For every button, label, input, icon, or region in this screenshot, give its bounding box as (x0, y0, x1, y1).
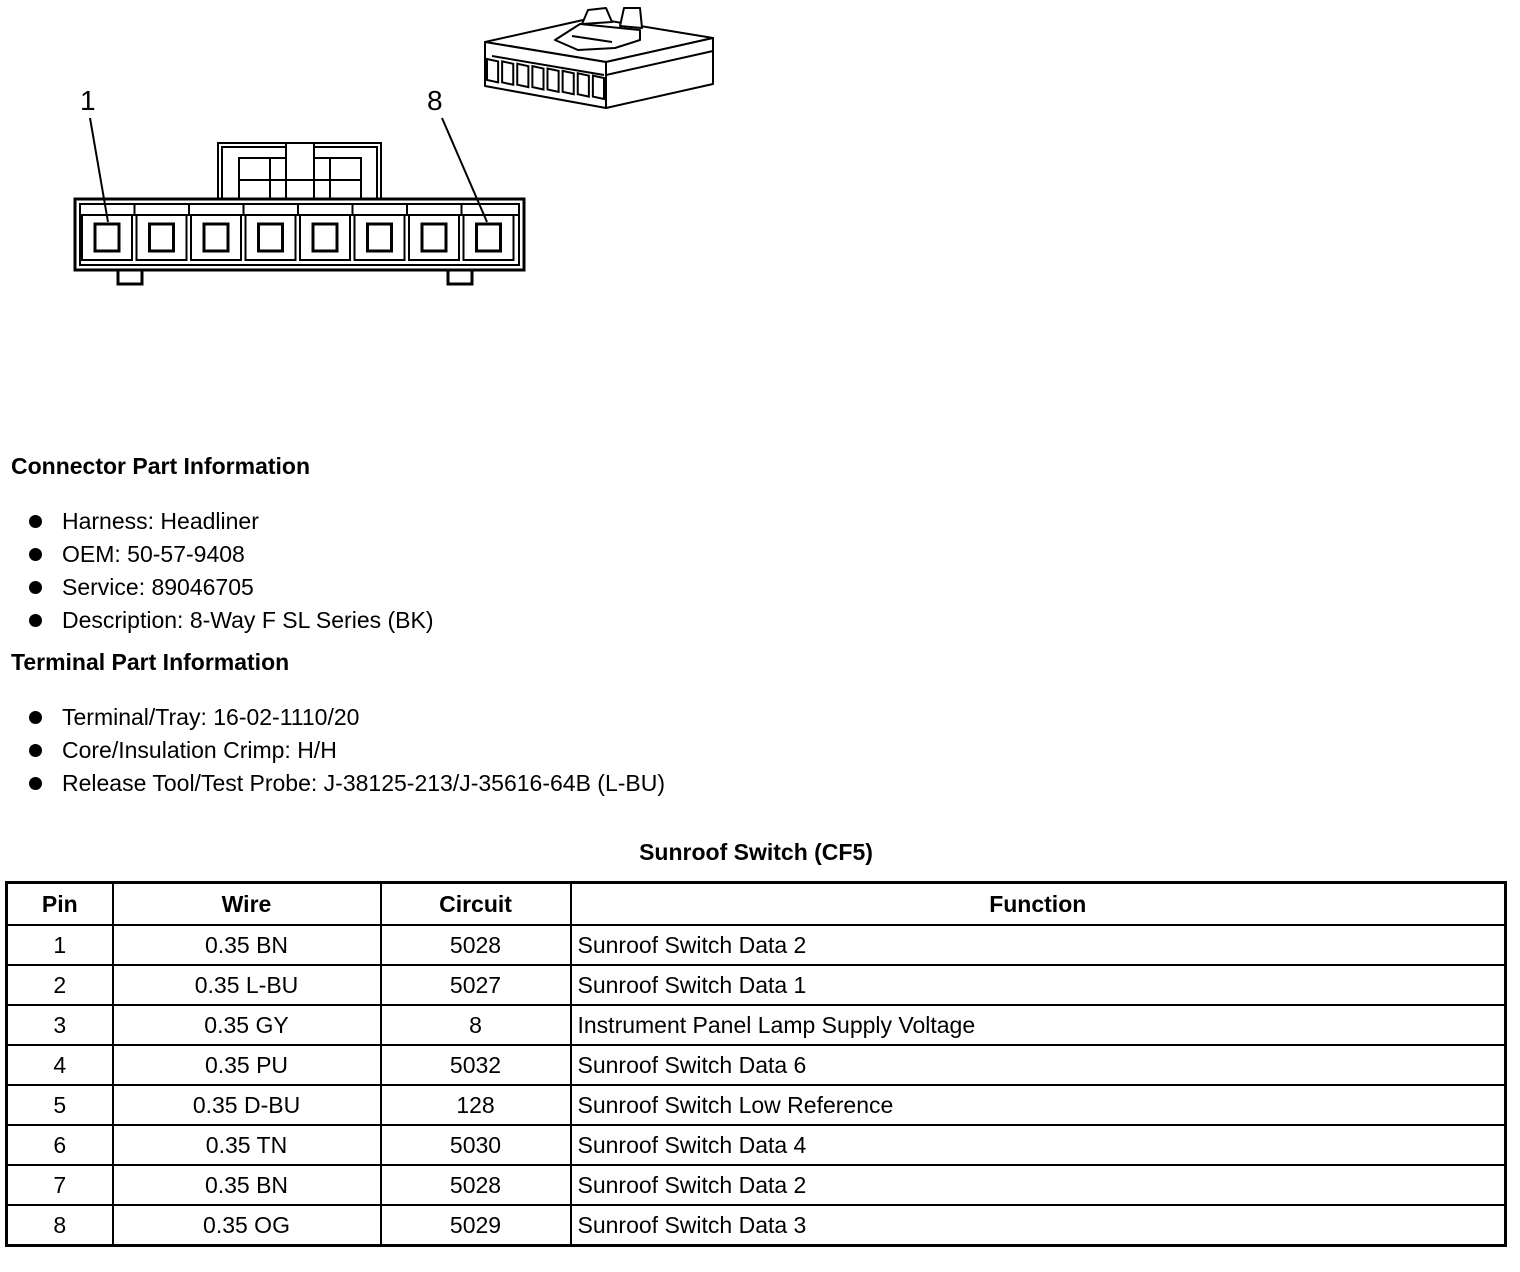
function-cell: Sunroof Switch Data 2 (571, 925, 1506, 965)
table-row (7, 1045, 1506, 1085)
list-item: Harness: Headliner (28, 507, 434, 540)
pin-assignment-table (5, 881, 1507, 1247)
circuit-cell: 5028 (381, 925, 571, 965)
function-cell: Sunroof Switch Data 6 (571, 1045, 1506, 1085)
table-row (7, 1125, 1506, 1165)
pin-8-label: 8 (427, 85, 443, 116)
list-item: OEM: 50-57-9408 (28, 540, 434, 573)
circuit-cell: 5029 (381, 1205, 571, 1246)
list-item: Service: 89046705 (28, 573, 434, 606)
list-item: Core/Insulation Crimp: H/H (28, 736, 665, 769)
table-header-row (7, 883, 1506, 926)
isometric-cavity-2 (502, 61, 513, 84)
pin-cell: 5 (7, 1085, 113, 1125)
isometric-cavity-3 (517, 64, 528, 87)
connector-part-info-list (28, 507, 434, 639)
circuit-cell: 5030 (381, 1125, 571, 1165)
list-item: Release Tool/Test Probe: J-38125-213/J-35616-64B (L-BU) (28, 769, 665, 802)
table-title: Sunroof Switch (CF5) (639, 839, 873, 865)
wire-cell: 0.35 L-BU (113, 965, 381, 1005)
column-header-circuit: Circuit (381, 883, 571, 926)
circuit-cell: 5032 (381, 1045, 571, 1085)
table-row (7, 1205, 1506, 1246)
bullet-icon (29, 614, 42, 627)
bullet-icon (29, 548, 42, 561)
terminal-part-info-heading: Terminal Part Information (11, 649, 290, 675)
function-cell: Sunroof Switch Data 4 (571, 1125, 1506, 1165)
pin-cell: 3 (7, 1005, 113, 1045)
wire-cell: 0.35 PU (113, 1045, 381, 1085)
isometric-cavity-5 (548, 69, 559, 92)
column-header-wire: Wire (113, 883, 381, 926)
list-item: Description: 8-Way F SL Series (BK) (28, 606, 434, 639)
bullet-icon (29, 515, 42, 528)
circuit-cell: 5028 (381, 1165, 571, 1205)
wire-cell: 0.35 D-BU (113, 1085, 381, 1125)
pin-cell: 6 (7, 1125, 113, 1165)
function-cell: Instrument Panel Lamp Supply Voltage (571, 1005, 1506, 1045)
wire-cell: 0.35 TN (113, 1125, 381, 1165)
wire-cell: 0.35 BN (113, 925, 381, 965)
circuit-cell: 8 (381, 1005, 571, 1045)
wire-cell: 0.35 BN (113, 1165, 381, 1205)
table-row (7, 1085, 1506, 1125)
connector-diagram (0, 0, 760, 300)
cavity-3-terminal (204, 224, 228, 251)
function-cell: Sunroof Switch Data 3 (571, 1205, 1506, 1246)
cavity-7-terminal (422, 224, 446, 251)
cavity-6-terminal (368, 224, 392, 251)
bullet-icon (29, 711, 42, 724)
bullet-icon (29, 777, 42, 790)
cavity-1-terminal (95, 224, 119, 251)
circuit-cell: 128 (381, 1085, 571, 1125)
table-row (7, 925, 1506, 965)
isometric-cavity-8 (593, 76, 604, 99)
function-cell: Sunroof Switch Data 1 (571, 965, 1506, 1005)
pin-cell: 1 (7, 925, 113, 965)
cavity-4-terminal (259, 224, 283, 251)
column-header-function: Function (571, 883, 1506, 926)
cavity-5-terminal (313, 224, 337, 251)
connector-front-view (75, 143, 524, 284)
pin-cell: 2 (7, 965, 113, 1005)
isometric-cavity-6 (563, 71, 574, 94)
function-cell: Sunroof Switch Low Reference (571, 1085, 1506, 1125)
bullet-icon (29, 581, 42, 594)
list-item: Terminal/Tray: 16-02-1110/20 (28, 703, 665, 736)
isometric-cavity-1 (487, 59, 498, 82)
pin-cell: 4 (7, 1045, 113, 1085)
table-row (7, 1005, 1506, 1045)
isometric-cavity-4 (532, 66, 543, 89)
bullet-icon (29, 744, 42, 757)
terminal-part-info-list (28, 703, 665, 802)
cavity-2-terminal (150, 224, 174, 251)
table-row (7, 965, 1506, 1005)
cavity-8-terminal (477, 224, 501, 251)
pin-cell: 8 (7, 1205, 113, 1246)
table-row (7, 1165, 1506, 1205)
pin-1-label: 1 (80, 85, 96, 116)
pin-cell: 7 (7, 1165, 113, 1205)
connector-part-info-heading: Connector Part Information (11, 453, 311, 479)
isometric-cavity-7 (578, 73, 589, 96)
wire-cell: 0.35 OG (113, 1205, 381, 1246)
function-cell: Sunroof Switch Data 2 (571, 1165, 1506, 1205)
column-header-pin: Pin (7, 883, 113, 926)
wire-cell: 0.35 GY (113, 1005, 381, 1045)
circuit-cell: 5027 (381, 965, 571, 1005)
